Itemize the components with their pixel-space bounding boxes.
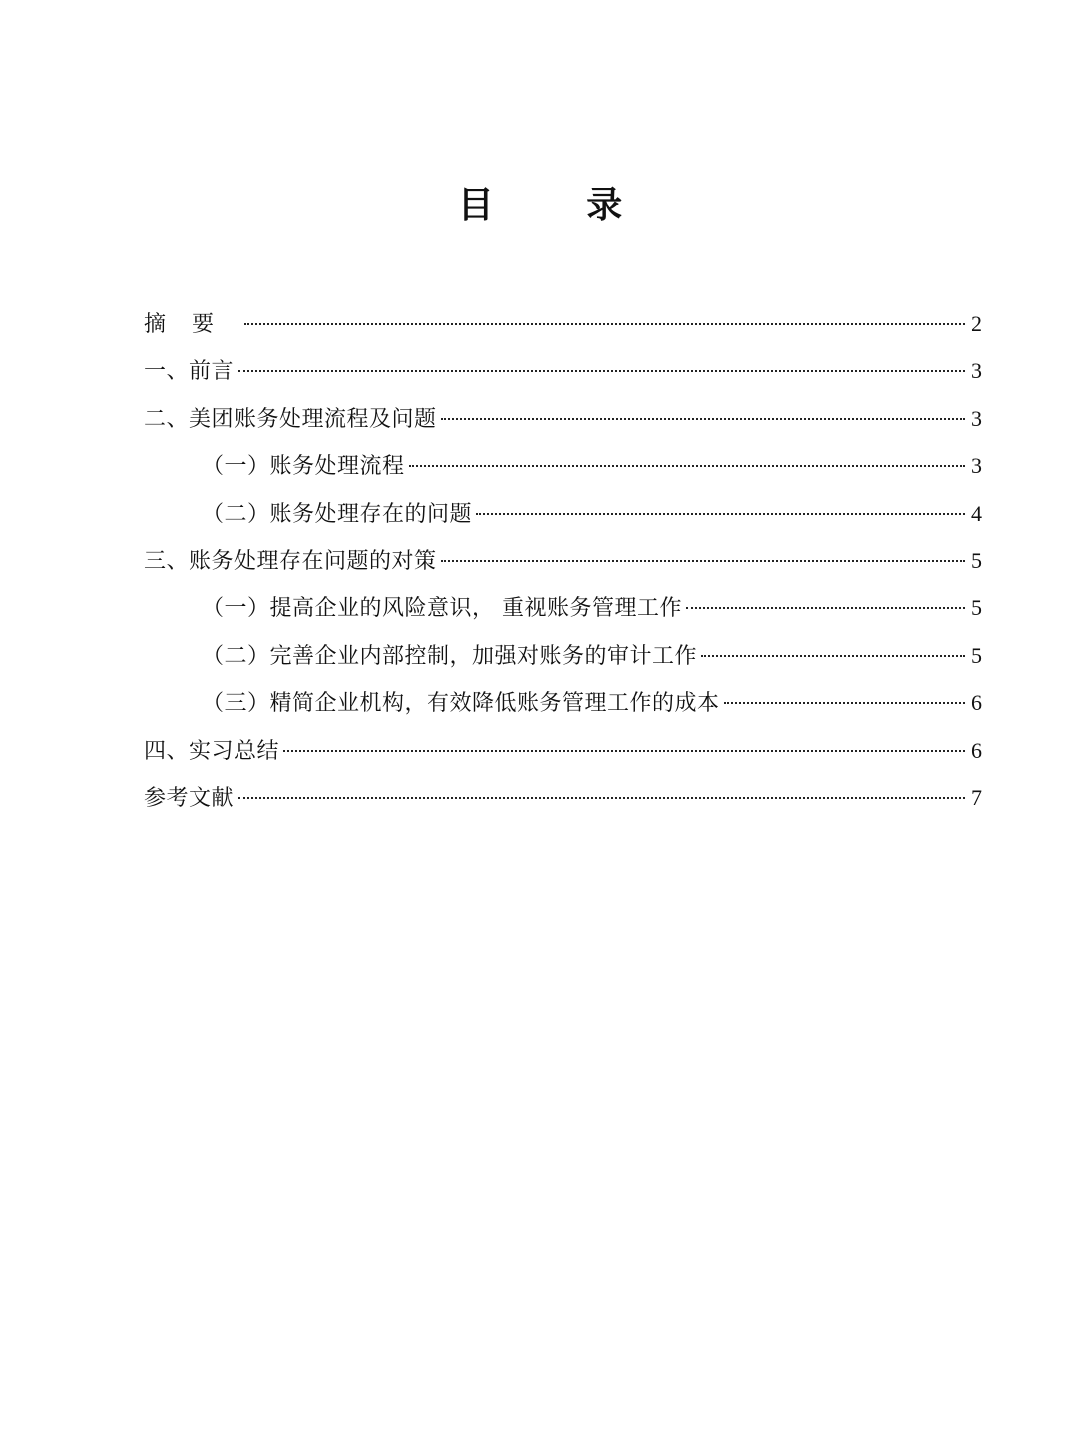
- toc-page-number: 4: [971, 500, 982, 526]
- toc-dot-leader: [441, 560, 965, 562]
- toc-item-abstract[interactable]: [144, 300, 982, 347]
- toc-item-references[interactable]: [144, 774, 982, 821]
- toc-item-label: 参考文献: [144, 785, 235, 811]
- toc-page-number: 6: [971, 737, 982, 763]
- toc-item-label: 二、美团账务处理流程及问题: [144, 406, 437, 432]
- toc-item-label: （一）提高企业的风险意识， 重视账务管理工作: [202, 596, 682, 622]
- toc-dot-leader: [238, 370, 965, 372]
- toc-page-number: 3: [971, 358, 982, 384]
- page-title: 目 录: [457, 185, 663, 226]
- toc-item-label: 四、实习总结: [144, 738, 280, 764]
- toc-item-section-3-3[interactable]: [144, 679, 982, 726]
- toc-dot-leader: [701, 655, 965, 657]
- toc-page-number: 2: [971, 311, 982, 336]
- toc-page-number: 5: [971, 595, 982, 621]
- toc-item-label: 摘要: [144, 312, 241, 337]
- toc-page-number: 7: [971, 784, 982, 810]
- toc-item-label: 一、前言: [144, 359, 235, 385]
- toc-dot-leader: [244, 323, 965, 325]
- toc-item-label: 三、账务处理存在问题的对策: [144, 548, 437, 574]
- toc-item-label: （二）完善企业内部控制，加强对账务的审计工作: [202, 643, 698, 669]
- toc-dot-leader: [686, 607, 965, 609]
- toc-dot-leader: [476, 513, 965, 515]
- toc-dot-leader: [238, 797, 965, 799]
- toc-page-number: 5: [971, 642, 982, 668]
- toc-dot-leader: [441, 418, 965, 420]
- toc-page-number: 5: [971, 547, 982, 573]
- toc-dot-leader: [283, 750, 965, 752]
- toc-item-section-3[interactable]: [144, 537, 982, 584]
- toc-item-label: （三）精简企业机构，有效降低账务管理工作的成本: [202, 691, 720, 717]
- toc-item-section-3-1[interactable]: [144, 584, 982, 631]
- toc-item-preface[interactable]: [144, 347, 982, 394]
- table-of-contents: [144, 300, 982, 821]
- toc-page-number: 6: [971, 690, 982, 716]
- toc-dot-leader: [409, 465, 965, 467]
- toc-page-number: 3: [971, 453, 982, 479]
- toc-item-section-3-2[interactable]: [144, 632, 982, 679]
- toc-item-label: （二）账务处理存在的问题: [202, 501, 473, 527]
- toc-item-section-2-1[interactable]: [144, 442, 982, 489]
- toc-item-section-2-2[interactable]: [144, 490, 982, 537]
- toc-dot-leader: [724, 702, 965, 704]
- toc-item-section-4[interactable]: [144, 727, 982, 774]
- toc-page-number: 3: [971, 405, 982, 431]
- toc-item-section-2[interactable]: [144, 395, 982, 442]
- toc-item-label: （一）账务处理流程: [202, 454, 405, 480]
